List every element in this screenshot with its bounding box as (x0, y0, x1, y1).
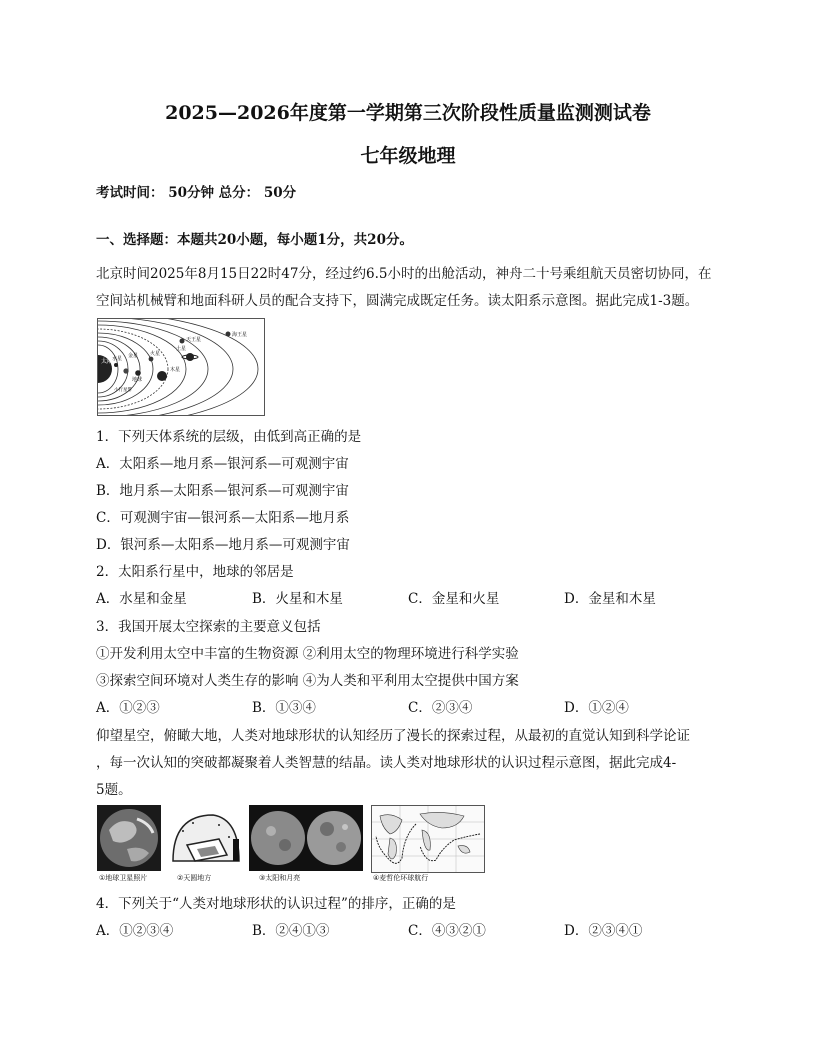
intro1-line1: 北京时间2025年8月15日22时47分，经过约6.5小时的出舱活动，神舟二十号乘组航天员密切协同，在 (96, 266, 712, 282)
q3-option-d: D．①②④ (564, 700, 629, 716)
solar-system-diagram (97, 318, 265, 416)
q3-option-c: C．②③④ (408, 700, 473, 716)
jupiter-label: 木星 (170, 367, 181, 373)
satellite-photo (97, 805, 161, 871)
round-sky-square-earth (169, 809, 241, 871)
intro2-line3: 5题。 (96, 782, 132, 798)
q4-option-c: C．④③②① (408, 923, 486, 939)
cap-magellan: ④麦哲伦环球航行 (373, 874, 429, 882)
cap-satellite: ①地球卫星照片 (99, 874, 148, 882)
intro2-line2: ，每一次认知的突破都凝聚着人类智慧的结晶。读人类对地球形状的认识过程示意图，据此完成4- (96, 755, 677, 771)
q3-option-a: A．①②③ (96, 700, 160, 716)
q4-stem: 4．下列关于“人类对地球形状的认识过程”的排序，正确的是 (96, 896, 456, 912)
mars-label: 火星 (150, 351, 161, 357)
q3-statements-1: ①开发利用太空中丰富的生物资源 ②利用太空的物理环境进行科学实验 (96, 646, 519, 662)
sun-and-moon-photo (249, 805, 363, 871)
q4-option-a: A．①②③④ (96, 923, 174, 939)
q2-option-d: D．金星和木星 (564, 591, 656, 607)
sun-label: 太阳 (101, 358, 114, 365)
saturn-label: 土星 (176, 346, 187, 352)
q1-option-d: D．银河系—太阳系—地月系—可观测宇宙 (96, 537, 350, 553)
q3-statements-2: ③探索空间环境对人类生存的影响 ④为人类和平利用太空提供中国方案 (96, 673, 519, 689)
intro1-line2: 空间站机械臂和地面科研人员的配合支持下，圆满完成既定任务。读太阳系示意图。据此完成1-3题。 (96, 293, 699, 309)
q2-option-b: B．火星和木星 (252, 591, 343, 607)
asteroid-label: 小行星带 (114, 388, 132, 393)
earth-shape-figure (97, 805, 487, 887)
intro2-line1: 仰望星空，俯瞰大地，人类对地球形状的认知经历了漫长的探索过程，从最初的直觉认知到科学论证 (96, 728, 690, 744)
q3-stem: 3．我国开展太空探索的主要意义包括 (96, 619, 321, 635)
q3-options (0, 696, 816, 716)
q2-option-a: A．水星和金星 (96, 591, 187, 607)
q1-option-a: A．太阳系—地月系—银河系—可观测宇宙 (96, 456, 349, 472)
uranus-label: 天王星 (186, 337, 202, 343)
mercury-label: 水星 (112, 356, 123, 362)
q4-option-d: D．②③④① (564, 923, 643, 939)
section-heading: 一、选择题：本题共20小题，每小题1分，共20分。 (96, 232, 413, 248)
q4-options (0, 919, 816, 939)
venus-label: 金星 (128, 353, 139, 359)
q1-option-b: B．地月系—太阳系—银河系—可观测宇宙 (96, 483, 349, 499)
exam-info: 考试时间： 50分钟 总分： 50分 (96, 185, 297, 201)
q4-option-b: B．②④①③ (252, 923, 330, 939)
cap-sun-moon: ③太阳和月亮 (259, 874, 301, 882)
exam-title: 2025—2026年度第一学期第三次阶段性质量监测测试卷 (165, 102, 651, 124)
q2-stem: 2．太阳系行星中，地球的邻居是 (96, 564, 294, 580)
q2-option-c: C．金星和火星 (408, 591, 500, 607)
exam-subtitle: 七年级地理 (360, 145, 456, 167)
cap-round-sky: ②天圆地方 (177, 874, 212, 882)
neptune-label: 海王星 (232, 332, 248, 338)
magellan-route-map (371, 805, 485, 873)
q1-stem: 1．下列天体系统的层级，由低到高正确的是 (96, 429, 362, 445)
q2-options (0, 587, 816, 607)
earth-label: 地球 (132, 377, 143, 383)
q1-option-c: C．可观测宇宙—银河系—太阳系—地月系 (96, 510, 350, 526)
q3-option-b: B．①③④ (252, 700, 316, 716)
